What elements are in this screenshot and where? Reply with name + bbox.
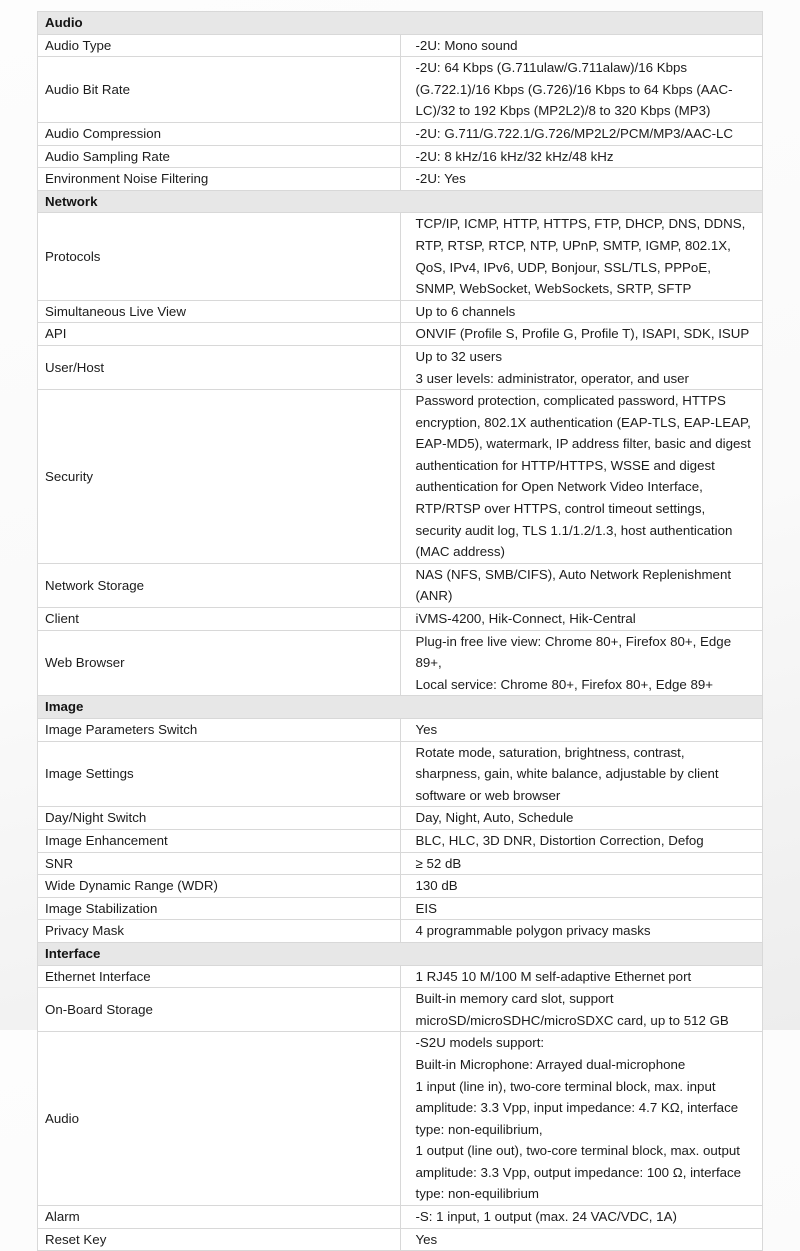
spec-value: ONVIF (Profile S, Profile G, Profile T), ISAPI, SDK, ISUP bbox=[400, 323, 763, 346]
spec-label: API bbox=[38, 323, 401, 346]
spec-label: Privacy Mask bbox=[38, 920, 401, 943]
spec-value: Rotate mode, saturation, brightness, contrast, sharpness, gain, white balance, adjustable by client software or web browser bbox=[400, 741, 763, 807]
spec-row bbox=[38, 608, 763, 631]
spec-value bbox=[400, 345, 763, 389]
spec-table-body bbox=[38, 12, 763, 1251]
spec-label: SNR bbox=[38, 852, 401, 875]
spec-label: Audio bbox=[38, 1032, 401, 1206]
spec-value-line: -S2U models support: bbox=[415, 1035, 545, 1051]
spec-row bbox=[38, 563, 763, 607]
spec-row bbox=[38, 852, 763, 875]
spec-value: -2U: 8 kHz/16 kHz/32 kHz/48 kHz bbox=[400, 145, 763, 168]
spec-row bbox=[38, 829, 763, 852]
spec-label: Image Parameters Switch bbox=[38, 719, 401, 742]
spec-row bbox=[38, 965, 763, 988]
spec-label: Simultaneous Live View bbox=[38, 300, 401, 323]
spec-label: User/Host bbox=[38, 345, 401, 389]
spec-value: 1 RJ45 10 M/100 M self-adaptive Ethernet port bbox=[400, 965, 763, 988]
spec-row bbox=[38, 1228, 763, 1251]
spec-row bbox=[38, 300, 763, 323]
section-header-row bbox=[38, 696, 763, 719]
spec-value: -2U: Yes bbox=[400, 168, 763, 191]
spec-label: Client bbox=[38, 608, 401, 631]
spec-label: Reset Key bbox=[38, 1228, 401, 1251]
spec-value bbox=[400, 1032, 763, 1206]
spec-label: Security bbox=[38, 390, 401, 564]
spec-value: Yes bbox=[400, 1228, 763, 1251]
spec-label: Image Stabilization bbox=[38, 897, 401, 920]
spec-value-line: 1 output (line out), two-core terminal block, max. output amplitude: 3.3 Vpp, output impedance: 100 Ω, interface type: non-equilibrium bbox=[415, 1143, 742, 1202]
spec-value-line: Built-in Microphone: Arrayed dual-microphone bbox=[415, 1056, 686, 1072]
spec-value-line: Plug-in free live view: Chrome 80+, Firefox 80+, Edge 89+, bbox=[415, 633, 732, 671]
spec-label: Protocols bbox=[38, 213, 401, 300]
spec-row bbox=[38, 345, 763, 389]
spec-table bbox=[37, 11, 763, 1251]
spec-value-line: 3 user levels: administrator, operator, and user bbox=[415, 370, 689, 386]
spec-value: -2U: Mono sound bbox=[400, 34, 763, 57]
spec-row bbox=[38, 145, 763, 168]
spec-value: Yes bbox=[400, 719, 763, 742]
spec-label: Network Storage bbox=[38, 563, 401, 607]
spec-label: Web Browser bbox=[38, 630, 401, 696]
spec-row bbox=[38, 807, 763, 830]
section-header-row bbox=[38, 190, 763, 213]
spec-label: Alarm bbox=[38, 1206, 401, 1229]
spec-row bbox=[38, 1032, 763, 1206]
spec-label: Environment Noise Filtering bbox=[38, 168, 401, 191]
spec-value: Up to 6 channels bbox=[400, 300, 763, 323]
section-header-row bbox=[38, 942, 763, 965]
spec-value-line: 1 input (line in), two-core terminal block, max. input amplitude: 3.3 Vpp, input impedance: 4.7 KΩ, interface type: non-equilibrium, bbox=[415, 1078, 739, 1137]
spec-row bbox=[38, 741, 763, 807]
spec-value: NAS (NFS, SMB/CIFS), Auto Network Replenishment (ANR) bbox=[400, 563, 763, 607]
section-header-label: Network bbox=[38, 190, 763, 213]
spec-row bbox=[38, 920, 763, 943]
spec-label: Ethernet Interface bbox=[38, 965, 401, 988]
spec-value: EIS bbox=[400, 897, 763, 920]
spec-row bbox=[38, 1206, 763, 1229]
spec-value: TCP/IP, ICMP, HTTP, HTTPS, FTP, DHCP, DNS, DDNS, RTP, RTSP, RTCP, NTP, UPnP, SMTP, IGMP, 802.1X, QoS, IPv4, IPv6, UDP, Bonjour, SSL/TLS, PPPoE, SNMP, WebSocket, WebSockets, SRTP, SFTP bbox=[400, 213, 763, 300]
spec-label: Audio Bit Rate bbox=[38, 57, 401, 123]
spec-label: Audio Sampling Rate bbox=[38, 145, 401, 168]
spec-row bbox=[38, 719, 763, 742]
spec-value: 4 programmable polygon privacy masks bbox=[400, 920, 763, 943]
spec-label: Day/Night Switch bbox=[38, 807, 401, 830]
spec-value-line: Up to 32 users bbox=[415, 348, 502, 364]
spec-label: Wide Dynamic Range (WDR) bbox=[38, 875, 401, 898]
spec-value: 130 dB bbox=[400, 875, 763, 898]
spec-value: ≥ 52 dB bbox=[400, 852, 763, 875]
spec-label: Image Settings bbox=[38, 741, 401, 807]
section-header-label: Interface bbox=[38, 942, 763, 965]
spec-row bbox=[38, 988, 763, 1032]
spec-value bbox=[400, 630, 763, 696]
spec-row bbox=[38, 897, 763, 920]
spec-label: Image Enhancement bbox=[38, 829, 401, 852]
spec-label: Audio Type bbox=[38, 34, 401, 57]
spec-value: -S: 1 input, 1 output (max. 24 VAC/VDC, 1A) bbox=[400, 1206, 763, 1229]
spec-row bbox=[38, 390, 763, 564]
spec-row bbox=[38, 213, 763, 300]
spec-value: Password protection, complicated password, HTTPS encryption, 802.1X authentication (EAP-TLS, EAP-LEAP, EAP-MD5), watermark, IP address filter, basic and digest authentication for HTTP/HTTPS, WSSE and digest authentication for Open Network Video Interface, RTP/RTSP over HTTPS, control timeout settings, security audit log, TLS 1.1/1.2/1.3, host authentication (MAC address) bbox=[400, 390, 763, 564]
spec-row bbox=[38, 630, 763, 696]
spec-row bbox=[38, 323, 763, 346]
spec-value: Day, Night, Auto, Schedule bbox=[400, 807, 763, 830]
spec-value: -2U: 64 Kbps (G.711ulaw/G.711alaw)/16 Kbps (G.722.1)/16 Kbps (G.726)/16 Kbps to 64 Kbps (AAC-LC)/32 to 192 Kbps (MP2L2)/8 to 320 Kbps (MP3) bbox=[400, 57, 763, 123]
spec-value: iVMS-4200, Hik-Connect, Hik-Central bbox=[400, 608, 763, 631]
spec-row bbox=[38, 57, 763, 123]
spec-label: Audio Compression bbox=[38, 122, 401, 145]
spec-label: On-Board Storage bbox=[38, 988, 401, 1032]
spec-value: -2U: G.711/G.722.1/G.726/MP2L2/PCM/MP3/AAC-LC bbox=[400, 122, 763, 145]
spec-value: BLC, HLC, 3D DNR, Distortion Correction, Defog bbox=[400, 829, 763, 852]
spec-row bbox=[38, 875, 763, 898]
spec-row bbox=[38, 168, 763, 191]
spec-value-line: Local service: Chrome 80+, Firefox 80+, Edge 89+ bbox=[415, 676, 713, 692]
section-header-label: Audio bbox=[38, 12, 763, 35]
spec-row bbox=[38, 122, 763, 145]
section-header-label: Image bbox=[38, 696, 763, 719]
spec-value: Built-in memory card slot, support microSD/microSDHC/microSDXC card, up to 512 GB bbox=[400, 988, 763, 1032]
section-header-row bbox=[38, 12, 763, 35]
spec-row bbox=[38, 34, 763, 57]
